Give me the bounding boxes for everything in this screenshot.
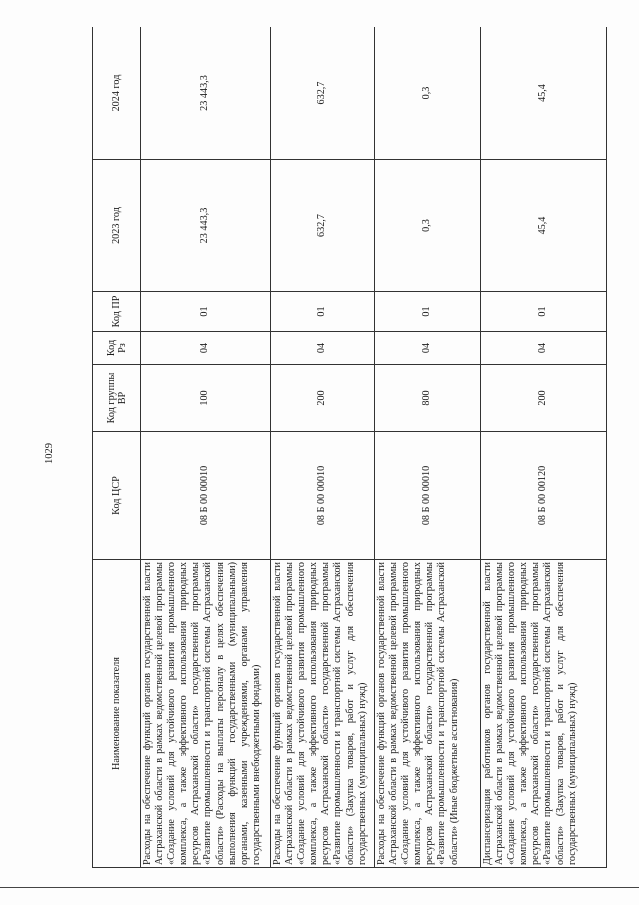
row-2023: 23 443,3 [141,160,271,292]
row-2024: 45,4 [481,27,607,160]
row-name: Расходы на обеспечение функций органов государственной власти Астраханской области в рамках ведомственной целевой программы «Создание условий для устойчивого развития промышленного комплекса, а также эффективного использования природных ресурсов Астраханской области» государственной программы «Развитие промышленности и транспортной системы Астраханской области» (Иные бюджетные ассигнования) [375,560,481,868]
row-rz: 04 [375,332,481,365]
row-csr: 08 Б 00 00010 [141,432,271,560]
row-vr: 100 [141,365,271,432]
row-name: Расходы на обеспечение функций органов государственной власти Астраханской области в рамках ведомственной целевой программы «Создание условий для устойчивого развития промышленного комплекса, а также эффективного использования природных ресурсов Астраханской области» государственной программы «Развитие промышленности и транспортной системы Астраханской области» (Закупка товаров, работ и услуг для обеспечения государственных (муниципальных) нужд) [271,560,375,868]
row-2024: 632,7 [271,27,375,160]
row-2023: 0,3 [375,160,481,292]
row-csr: 08 Б 00 00010 [271,432,375,560]
row-rz: 04 [141,332,271,365]
header-vr: Код группы ВР [93,365,141,432]
budget-table [92,27,607,868]
row-pr: 01 [271,292,375,332]
row-rz: 04 [271,332,375,365]
row-name: Диспансеризация работников органов государственной власти Астраханской области в рамках ведомственной целевой программы «Создание условий для устойчивого развития промышленного комплекса, а также эффективного использования природных ресурсов Астраханской области» государственной программы «Развитие промышленности и транспортной системы Астраханской области» (Закупка товаров, работ и услуг для обеспечения государственных (муниципальных) нужд) [481,560,607,868]
row-pr: 01 [481,292,607,332]
row-2023: 45,4 [481,160,607,292]
row-2024: 0,3 [375,27,481,160]
table-row [375,27,481,868]
header-name: Наименование показателя [93,560,141,868]
row-rz: 04 [481,332,607,365]
row-pr: 01 [375,292,481,332]
row-vr: 200 [271,365,375,432]
row-csr: 08 Б 00 00010 [375,432,481,560]
header-2024: 2024 год [93,27,141,160]
page-number: 1029 [43,442,55,464]
table-row [271,27,375,868]
row-pr: 01 [141,292,271,332]
table-container [92,27,607,868]
table-row [141,27,271,868]
header-rz: Код Рз [93,332,141,365]
row-2023: 632,7 [271,160,375,292]
page-bottom-rule [0,887,639,888]
row-name: Расходы на обеспечение функций органов государственной власти Астраханской области в рамках ведомственной целевой программы «Создание условий для устойчивого развития промышленного комплекса, а также эффективного использования природных ресурсов Астраханской области» государственной программы «Развитие промышленности и транспортной системы Астраханской области» (Расходы на выплаты персоналу в целях обеспечения выполнения функций государственными (муниципальными) органами, казенными учреждениями, органами управления государственными внебюджетными фондами) [141,560,271,868]
header-csr: Код ЦСР [93,432,141,560]
header-pr: Код ПР [93,292,141,332]
row-2024: 23 443,3 [141,27,271,160]
table-row [481,27,607,868]
row-vr: 200 [481,365,607,432]
row-vr: 800 [375,365,481,432]
table-header-row [93,27,141,868]
row-csr: 08 Б 00 00120 [481,432,607,560]
header-2023: 2023 год [93,160,141,292]
